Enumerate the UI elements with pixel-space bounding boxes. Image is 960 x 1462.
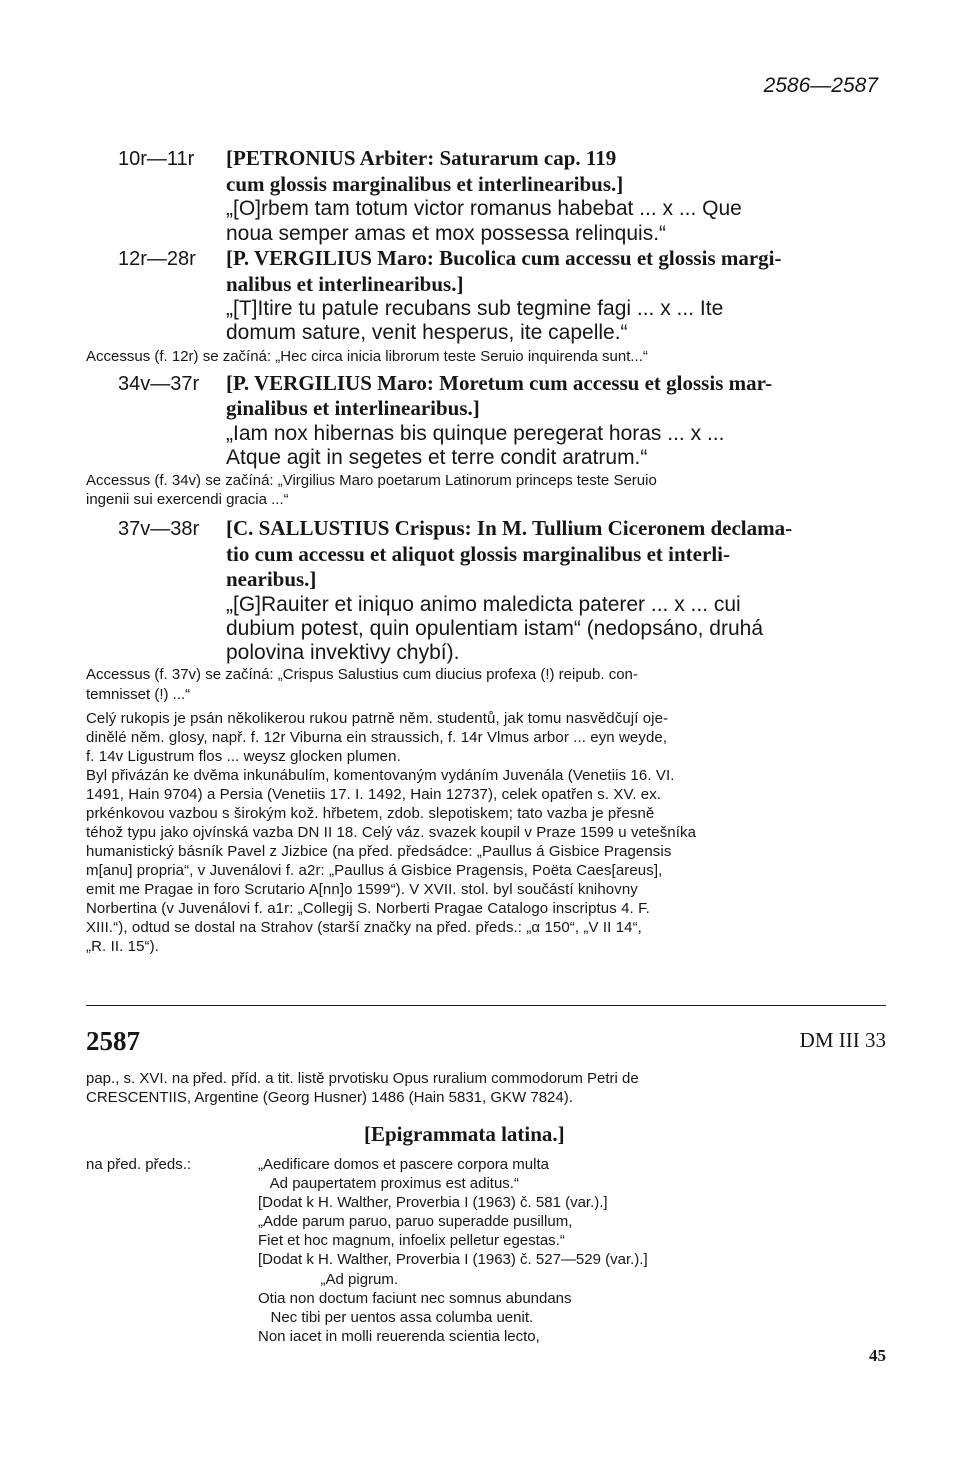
accessus-line: ingenii sui exercendi gracia ...“ (86, 491, 289, 508)
accessus-line: Accessus (f. 37v) se začíná: „Crispus Salustius cum diucius profexa (!) reipub. con- (86, 666, 638, 683)
folio-range: 12r—28r (118, 248, 196, 270)
note-line: Byl přivázán ke dvěma inkunábulím, komentovaným vydáním Juvenála (Venetiis 16. VI. (86, 767, 675, 784)
work-title-line: [PETRONIUS Arbiter: Saturarum cap. 119 (226, 146, 617, 170)
incipit-explicit-line: Atque agit in segetes et terre condit aratrum.“ (226, 446, 648, 469)
section-divider (86, 1005, 886, 1006)
note-line: XIII.“), odtud se dostal na Strahov (starší značky na před. předs.: „α 150“, „V II 14“, (86, 919, 642, 936)
description-line: pap., s. XVI. na před. příd. a tit. listě prvotisku Opus ruralium commodorum Petri de (86, 1070, 639, 1087)
note-line: Norbertina (v Juvenálovi f. a1r: „Collegij S. Norberti Pragae Catalogo inscriptus 4. F. (86, 900, 650, 917)
location-label: na před. předs.: (86, 1156, 192, 1173)
folio-range: 10r—11r (118, 148, 195, 170)
work-title-line: [P. VERGILIUS Maro: Bucolica cum accessu et glossis margi- (226, 246, 782, 270)
incipit-explicit-line: „[O]rbem tam totum victor romanus habebat ... x ... Que (226, 197, 742, 220)
note-line: f. 14v Ligustrum flos ... weysz glocken plumen. (86, 748, 401, 765)
note-line: m[anu] propria“, v Juvenálovi f. a2r: „Paullus á Gisbice Pragensis, Poëta Caes[areus], (86, 862, 663, 879)
work-title-line: cum glossis marginalibus et interlinearibus.] (226, 172, 624, 196)
incipit-explicit-line: noua semper amas et mox possessa relinquis.“ (226, 222, 667, 245)
poem-line: Fiet et hoc magnum, infoelix pelletur egestas.“ (258, 1232, 565, 1249)
incipit-explicit-line: „Iam nox hibernas bis quinque peregerat horas ... x ... (226, 422, 725, 445)
note-line: emit me Pragae in foro Scrutario A[nn]o 1599“). V XVII. stol. byl součástí knihovny (86, 881, 638, 898)
note-line: dinělé něm. glosy, např. f. 12r Viburna ein straussich, f. 14r Vlmus arbor ... eyn weyde, (86, 729, 668, 746)
incipit-explicit-line: domum sature, venit hesperus, ite capelle.“ (226, 321, 628, 344)
incipit-explicit-line: „[G]Rauiter et iniquo animo maledicta paterer ... x ... cui (226, 593, 741, 616)
work-title-line: nalibus et interlinearibus.] (226, 272, 464, 296)
work-title-line: [P. VERGILIUS Maro: Moretum cum accessu et glossis mar- (226, 371, 773, 395)
entry-number: 2587 (86, 1026, 140, 1056)
poem-line: [Dodat k H. Walther, Proverbia I (1963) č. 581 (var.).] (258, 1194, 608, 1211)
accessus-line: Accessus (f. 34v) se začíná: „Virgilius Maro poetarum Latinorum princeps teste Seruio (86, 472, 657, 489)
poem-line: [Dodat k H. Walther, Proverbia I (1963) č. 527—529 (var.).] (258, 1251, 648, 1268)
work-title: [Epigrammata latina.] (364, 1122, 565, 1146)
poem-line: „Aedificare domos et pascere corpora multa (258, 1156, 549, 1173)
running-header: 2586—2587 (763, 74, 878, 97)
work-title-line: nearibus.] (226, 567, 317, 591)
poem-line: Non iacet in molli reuerenda scientia lecto, (258, 1328, 540, 1345)
note-line: „R. II. 15“). (86, 938, 159, 955)
note-line: humanistický básník Pavel z Jizbice (na před. předsádce: „Paullus á Gisbice Pragensis (86, 843, 672, 860)
accessus-line: temnisset (!) ...“ (86, 686, 191, 703)
incipit-explicit-line: dubium potest, quin opulentiam istam“ (nedopsáno, druhá (226, 617, 763, 640)
note-line: Celý rukopis je psán několikerou rukou patrně něm. studentů, jak tomu nasvědčují oje- (86, 710, 669, 727)
accessus-line: Accessus (f. 12r) se začíná: „Hec circa inicia librorum teste Seruio inquirenda sunt...“ (86, 348, 648, 365)
poem-line: Ad paupertatem proximus est aditus.“ (258, 1175, 519, 1192)
work-title-line: ginalibus et interlinearibus.] (226, 396, 480, 420)
shelfmark: DM III 33 (799, 1028, 886, 1052)
poem-line: Nec tibi per uentos assa columba uenit. (258, 1309, 534, 1326)
poem-line: „Ad pigrum. (258, 1271, 399, 1288)
note-line: prkénkovou vazbou s širokým kož. hřbetem, zdob. slepotiskem; tato vazba je přesně (86, 805, 655, 822)
note-line: téhož typu jako ojvínská vazba DN II 18. Celý váz. svazek koupil v Praze 1599 u vetešníka (86, 824, 697, 841)
work-title-line: tio cum accessu et aliquot glossis marginalibus et interli- (226, 542, 730, 566)
poem-line: Otia non doctum faciunt nec somnus abundans (258, 1290, 572, 1307)
description-line: CRESCENTIIS, Argentine (Georg Husner) 1486 (Hain 5831, GKW 7824). (86, 1089, 573, 1106)
incipit-explicit-line: „[T]Itire tu patule recubans sub tegmine fagi ... x ... Ite (226, 297, 724, 320)
page-number: 45 (869, 1346, 886, 1365)
folio-range: 37v—38r (118, 518, 200, 540)
poem-line: „Adde parum paruo, paruo superadde pusillum, (258, 1213, 573, 1230)
incipit-explicit-line: polovina invektivy chybí). (226, 641, 460, 664)
work-title-line: [C. SALLUSTIUS Crispus: In M. Tullium Ciceronem declama- (226, 516, 793, 540)
note-line: 1491, Hain 9704) a Persia (Venetiis 17. I. 1492, Hain 12737), celek opatřen s. XV. ex. (86, 786, 662, 803)
folio-range: 34v—37r (118, 373, 200, 395)
